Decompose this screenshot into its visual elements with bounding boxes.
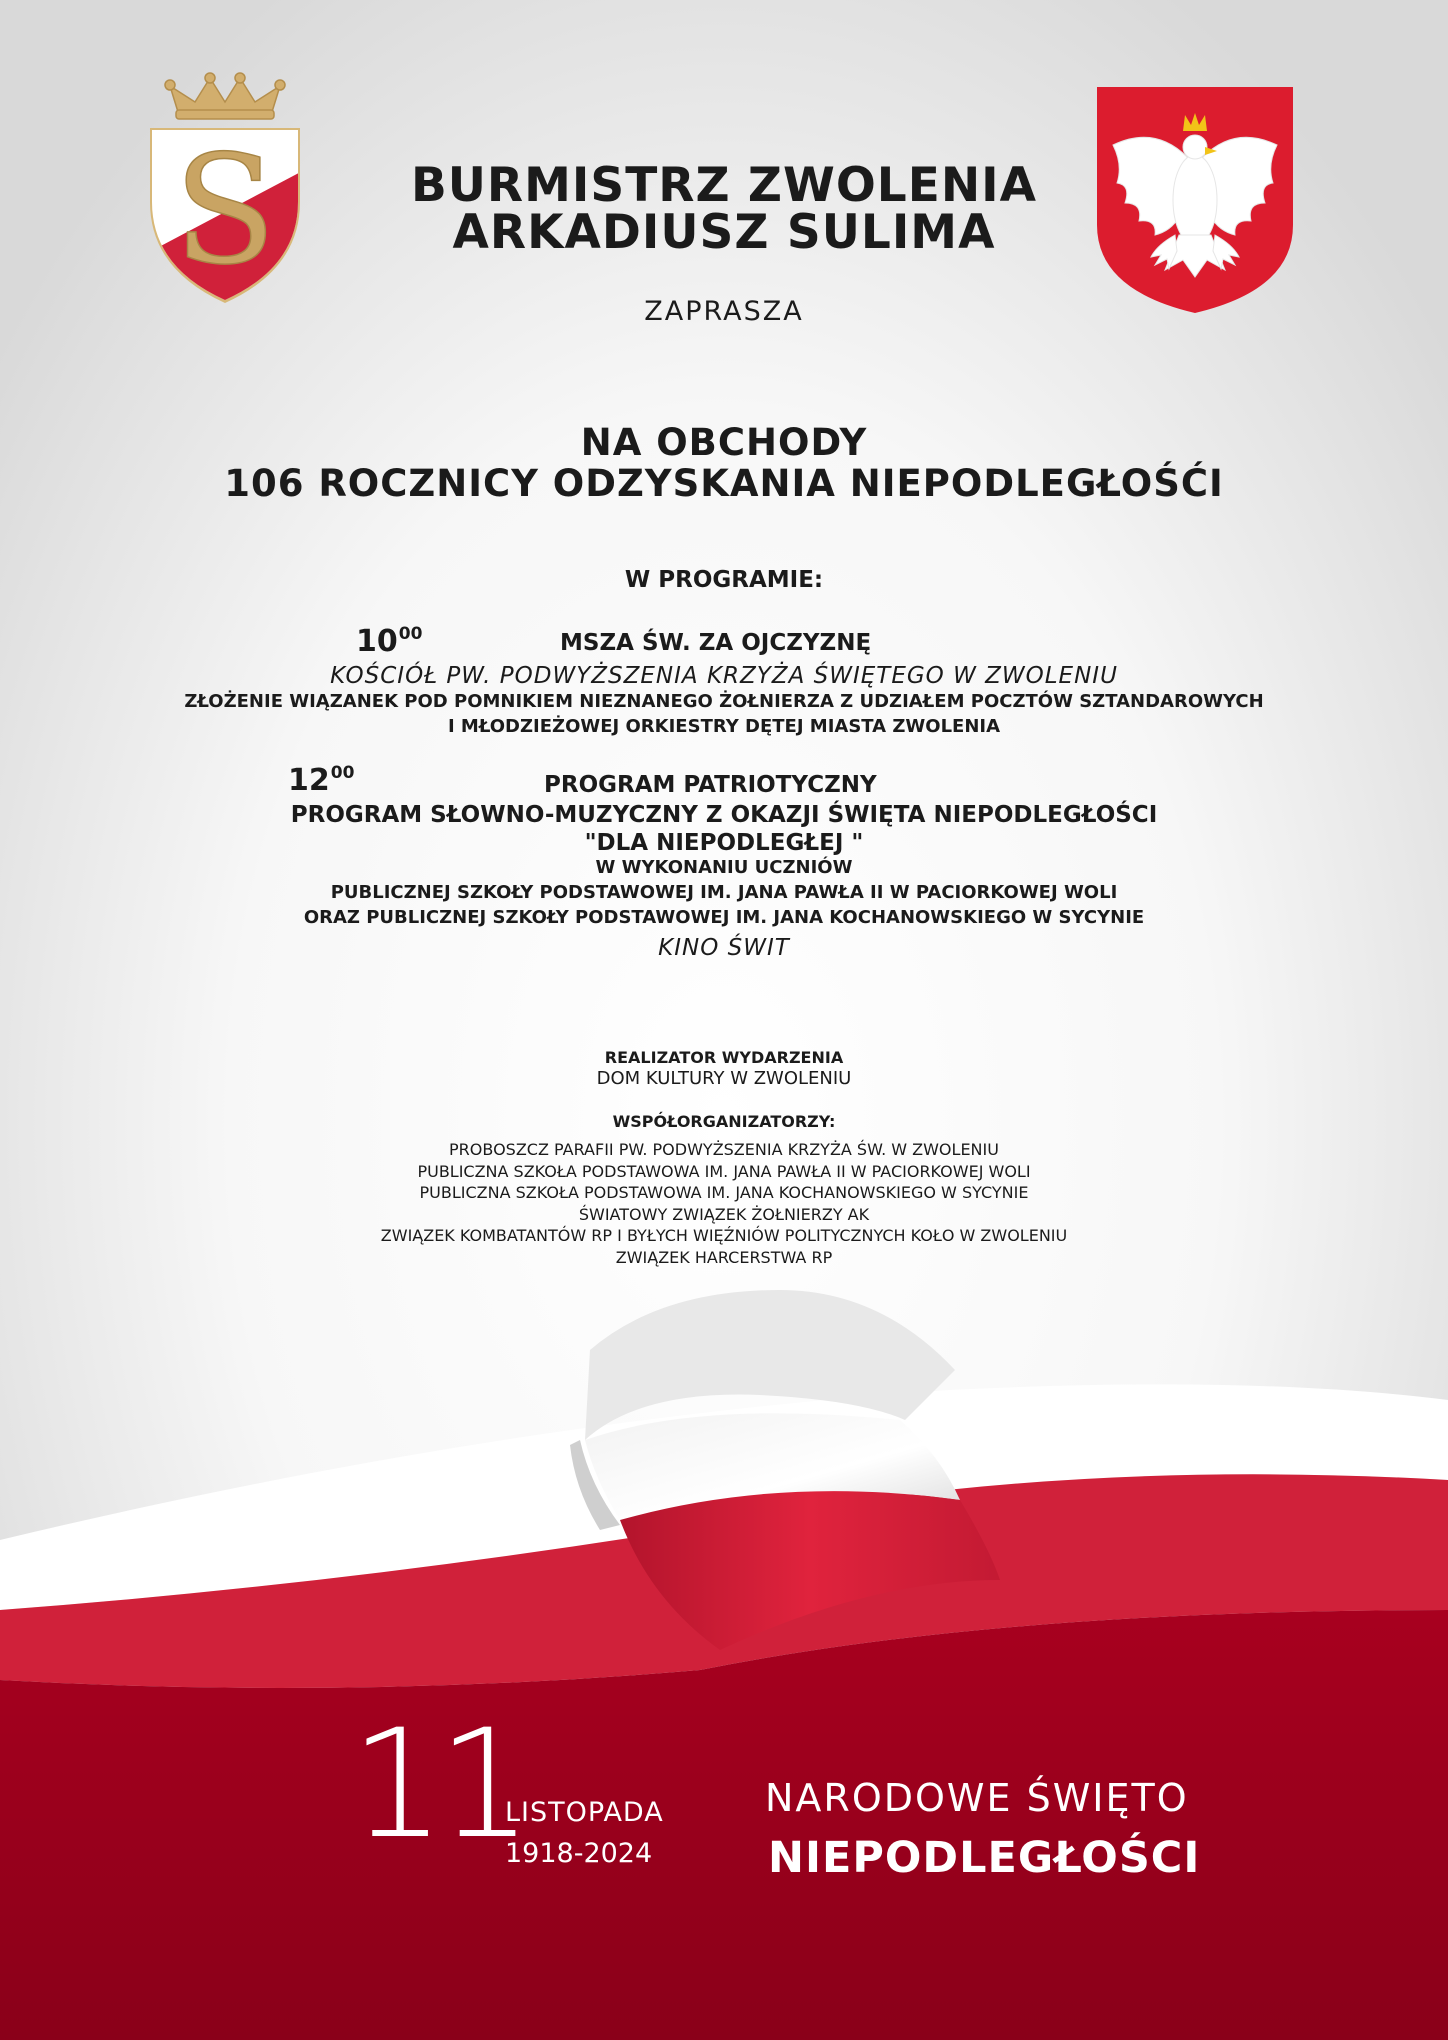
organizer-label: REALIZATOR WYDARZENIA [604, 1048, 844, 1067]
event2-description: PROGRAM SŁOWNO-MUZYCZNY Z OKAZJI ŚWIĘTA NIEPODLEGŁOŚCI [290, 802, 1158, 828]
event1-note-line2: I MŁODZIEŻOWEJ ORKIESTRY DĘTEJ MIASTA ZWOLENIA [447, 716, 1001, 737]
coorganizer-item: PROBOSZCZ PARAFII PW. PODWYŻSZENIA KRZYŻA ŚW. W ZWOLENIU [449, 1140, 999, 1159]
event2-quote: "DLA NIEPODLEGŁEJ " [584, 830, 864, 856]
event-title-line2: 106 ROCZNICY ODZYSKANIA NIEPODLEGŁOŚĆI [224, 462, 1224, 505]
event2-time [288, 763, 354, 798]
coorganizer-item: PUBLICZNA SZKOŁA PODSTAWOWA IM. JANA PAWŁA II W PACIORKOWEJ WOLI [417, 1161, 1031, 1181]
event2-line3: ORAZ PUBLICZNEJ SZKOŁY PODSTAWOWEJ IM. JANA KOCHANOWSKIEGO W SYCYNIE [303, 907, 1145, 928]
event2-minutes: 00 [330, 763, 355, 783]
svg-text:S: S [173, 124, 277, 298]
coorganizers-list [0, 1139, 1448, 1268]
mayor-title: BURMISTRZ ZWOLENIA [410, 158, 1038, 213]
event1-note-line1: ZŁOŻENIE WIĄZANEK POD POMNIKIEM NIEZNANEGO ŻOŁNIERZA Z UDZIAŁEM POCZTÓW SZTANDAROWYCH [184, 691, 1264, 712]
flag-banner [0, 1280, 1448, 2040]
coorganizer-item: ZWIĄZEK KOMBATANTÓW RP I BYŁYCH WIĘŹNIÓW POLITYCZNYCH KOŁO W ZWOLENIU [380, 1226, 1068, 1245]
coorganizer-item: ŚWIATOWY ZWIĄZEK ŻOŁNIERZY AK [578, 1204, 870, 1224]
coorganizer-item: ZWIĄZEK HARCERSTWA RP [615, 1247, 833, 1267]
event-title-line1: NA OBCHODY [580, 421, 868, 464]
event1-time [356, 624, 422, 659]
event1-minutes: 00 [398, 624, 423, 644]
event1-place: KOŚCIÓŁ PW. PODWYŻSZENIA KRZYŻA ŚWIĘTEGO W ZWOLENIU [330, 663, 1118, 689]
event2-name: PROGRAM PATRIOTYCZNY [544, 772, 877, 798]
holiday-line2: NIEPODLEGŁOŚCI [768, 1833, 1201, 1883]
organizer-name: DOM KULTURY W ZWOLENIU [596, 1068, 852, 1089]
mayor-name: ARKADIUSZ SULIMA [452, 205, 996, 260]
coorganizer-item: PUBLICZNA SZKOŁA PODSTAWOWA IM. JANA KOCHANOWSKIEGO W SYCYNIE [419, 1183, 1029, 1202]
invite-text: ZAPRASZA [644, 296, 804, 327]
years-label: 1918-2024 [505, 1838, 653, 1869]
coorganizers-label: WSPÓŁORGANIZATORZY: [612, 1112, 836, 1131]
event2-place: KINO ŚWIT [658, 935, 790, 961]
event2-line1: W WYKONANIU UCZNIÓW [595, 857, 853, 878]
event1-name: MSZA ŚW. ZA OJCZYZNĘ [560, 630, 872, 656]
event2-hour: 12 [288, 763, 330, 798]
event1-hour: 10 [356, 624, 398, 659]
day-number: 11 [350, 1698, 525, 1872]
holiday-line1: NARODOWE ŚWIĘTO [765, 1776, 1189, 1820]
program-heading: W PROGRAMIE: [624, 567, 824, 593]
month-label: LISTOPADA [505, 1797, 664, 1828]
event2-line2: PUBLICZNEJ SZKOŁY PODSTAWOWEJ IM. JANA PAWŁA II W PACIORKOWEJ WOLI [330, 882, 1118, 903]
